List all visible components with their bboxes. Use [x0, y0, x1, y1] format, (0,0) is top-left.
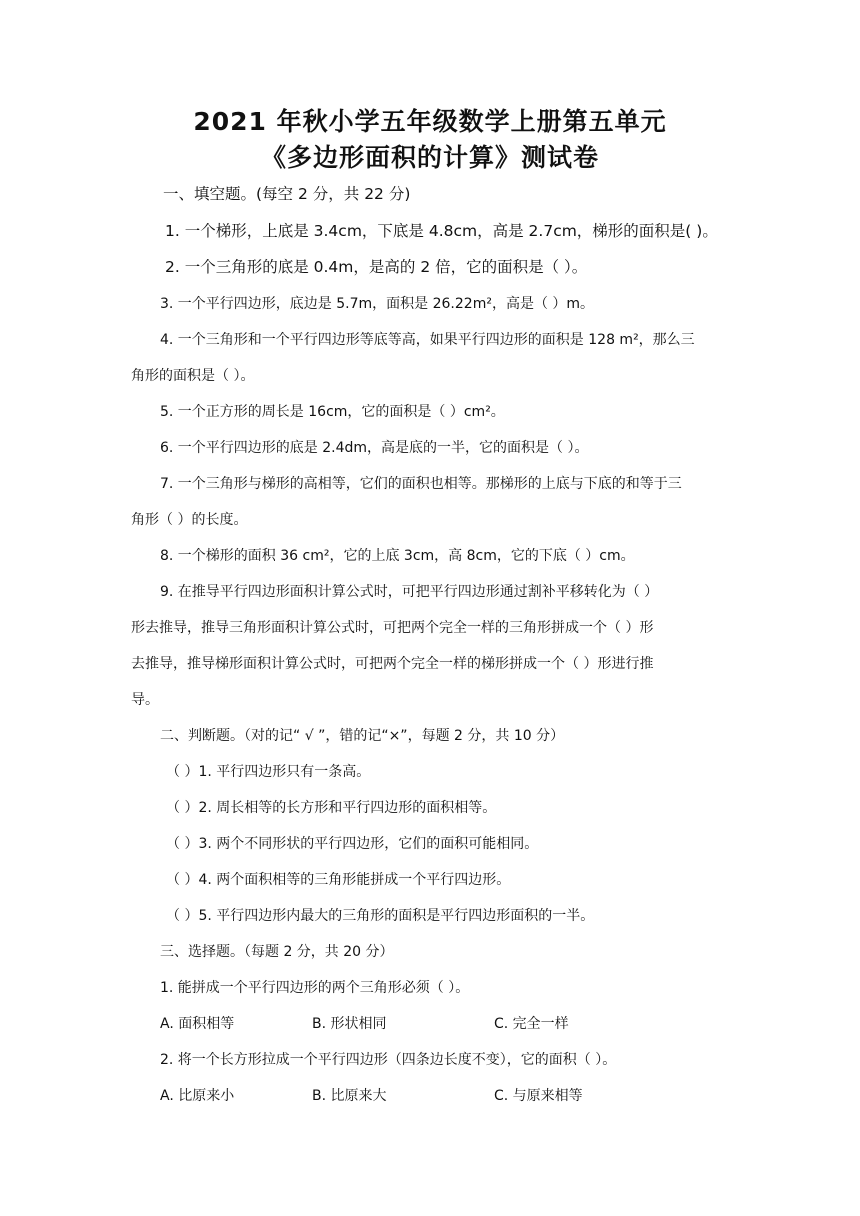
option-c: C. 完全一样 [494, 1016, 569, 1032]
question-text: 1. 能拼成一个平行四边形的两个三角形必须（ ）。 [160, 980, 470, 996]
question-text: 1. 一个梯形，上底是 3.4cm，下底是 4.8cm，高是 2.7cm，梯形的面积是( )。 [165, 222, 718, 240]
judgement-item: （ ）3. 两个不同形状的平行四边形，它们的面积可能相同。 [166, 836, 539, 852]
page-subtitle: 《多边形面积的计算》测试卷 [260, 143, 599, 172]
judgement-item: （ ）5. 平行四边形内最大的三角形的面积是平行四边形面积的一半。 [166, 908, 595, 924]
section-heading-fill-in: 一、填空题。(每空 2 分，共 22 分) [163, 185, 411, 203]
option-c: C. 与原来相等 [494, 1088, 583, 1104]
question-text: 2. 将一个长方形拉成一个平行四边形（四条边长度不变），它的面积（ ）。 [160, 1052, 617, 1068]
question-text: 角形（ ）的长度。 [131, 512, 248, 528]
question-text: 角形的面积是（ ）。 [131, 368, 255, 384]
judgement-item: （ ）2. 周长相等的长方形和平行四边形的面积相等。 [166, 800, 497, 816]
question-text: 去推导，推导梯形面积计算公式时，可把两个完全一样的梯形拼成一个（ ）形进行推 [131, 656, 654, 672]
question-text: 2. 一个三角形的底是 0.4m，是高的 2 倍，它的面积是（ ）。 [165, 258, 588, 276]
question-text: 形去推导，推导三角形面积计算公式时，可把两个完全一样的三角形拼成一个（ ）形 [131, 620, 654, 636]
page-title: 2021 年秋小学五年级数学上册第五单元 [193, 107, 667, 136]
question-text: 8. 一个梯形的面积 36 cm²，它的上底 3cm，高 8cm，它的下底（ ）cm。 [160, 548, 635, 564]
option-a: A. 面积相等 [160, 1016, 235, 1032]
question-text: 5. 一个正方形的周长是 16cm，它的面积是（ ）cm²。 [160, 404, 505, 420]
question-text: 9. 在推导平行四边形面积计算公式时，可把平行四边形通过割补平移转化为（ ） [160, 584, 659, 600]
option-b: B. 形状相同 [312, 1016, 387, 1032]
option-b: B. 比原来大 [312, 1088, 387, 1104]
question-text: 3. 一个平行四边形，底边是 5.7m，面积是 26.22m²，高是（ ）m。 [160, 296, 595, 312]
section-heading-choice: 三、选择题。（每题 2 分，共 20 分） [160, 944, 394, 960]
judgement-item: （ ）4. 两个面积相等的三角形能拼成一个平行四边形。 [166, 872, 511, 888]
question-text: 7. 一个三角形与梯形的高相等，它们的面积也相等。那梯形的上底与下底的和等于三 [160, 476, 682, 492]
question-text: 6. 一个平行四边形的底是 2.4dm，高是底的一半，它的面积是（ ）。 [160, 440, 589, 456]
question-text: 4. 一个三角形和一个平行四边形等底等高，如果平行四边形的面积是 128 m²，那么三 [160, 332, 695, 348]
question-text: 导。 [131, 692, 159, 708]
judgement-item: （ ）1. 平行四边形只有一条高。 [166, 764, 371, 780]
option-a: A. 比原来小 [160, 1088, 235, 1104]
section-heading-true-false: 二、判断题。（对的记“ √ ”，错的记“×”，每题 2 分，共 10 分） [160, 728, 565, 744]
